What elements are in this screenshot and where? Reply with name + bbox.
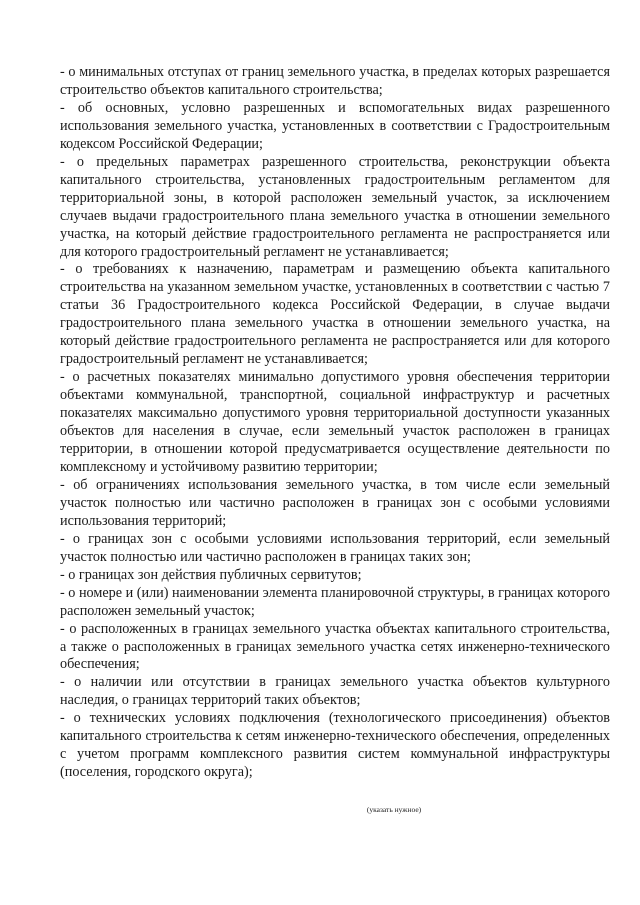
paragraph-limit-parameters: - о предельных параметрах разрешенного строительства, реконструкции объекта капитального строительства, установленных градостроительным регламентом для территориальной зоны, в которой расположен земельный участок, за исключением случаев выдачи градостроительного плана земельного участка в отношении земельного участка, на который действие градостроительного регламента не распространяется или для которого градостроительный регламент не устанавливается; (60, 153, 610, 260)
paragraph-capital-objects: - о расположенных в границах земельного участка объектах капитального строительства, а также о расположенных в границах земельного участка сетях инженерно-технического обеспечения; (60, 620, 610, 673)
paragraph-cultural-heritage: - о наличии или отсутствии в границах земельного участка объектов культурного наследия, о границах территорий таких объектов; (60, 674, 610, 709)
paragraph-technical-conditions: - о технических условиях подключения (технологического присоединения) объектов капитального строительства к сетям инженерно-технического обеспечения, определенных с учетом программ комплексного развития систем коммунальной инфраструктуры (поселения, городского округа); (60, 710, 610, 781)
document-body (60, 64, 610, 782)
paragraph-min-setbacks: - о минимальных отступах от границ земельного участка, в пределах которых разрешается строительство объектов капитального строительства; (60, 64, 610, 98)
paragraph-servitude-zones: - о границах зон действия публичных сервитутов; (60, 566, 362, 583)
paragraph-calculated-indicators: - о расчетных показателях минимально допустимого уровня обеспечения территории объектами коммунальной, транспортной, социальной инфраструктур и расчетных показателях максимально допустимого уровня территориальной доступности указанных объектов для населения в случае, если земельный участок расположен в границах территории, в отношении которой предусматривается осуществление деятельности по комплексному и устойчивому развитию территории; (60, 369, 610, 475)
paragraph-special-zones: - о границах зон с особыми условиями использования территорий, если земельный участок полностью или частично расположен в границах таких зон; (60, 530, 610, 565)
footnote-specify-needed: (указать нужное) (366, 805, 422, 814)
paragraph-object-requirements: - о требованиях к назначению, параметрам и размещению объекта капитального строительства на указанном земельном участке, установленных в соответствии с частью 7 статьи 36 Градостроительного кодекса Российской Федерации, в случае выдачи градостроительного плана земельного участка в отношении земельного участка, на который действие градостроительного регламента не распространяется или для которого градостроительный регламент не устанавливается; (60, 261, 610, 368)
paragraph-permitted-use-types: - об основных, условно разрешенных и вспомогательных видах разрешенного использования земельного участка, установленных в соответствии с Градостроительным кодексом Российской Федерации; (60, 99, 610, 152)
paragraph-use-restrictions: - об ограничениях использования земельного участка, в том числе если земельный участок полностью или частично расположен в границах зон с особыми условиями использования территорий; (60, 476, 610, 529)
paragraph-planning-element: - о номере и (или) наименовании элемента планировочной структуры, в границах которого расположен земельный участок; (60, 584, 610, 619)
